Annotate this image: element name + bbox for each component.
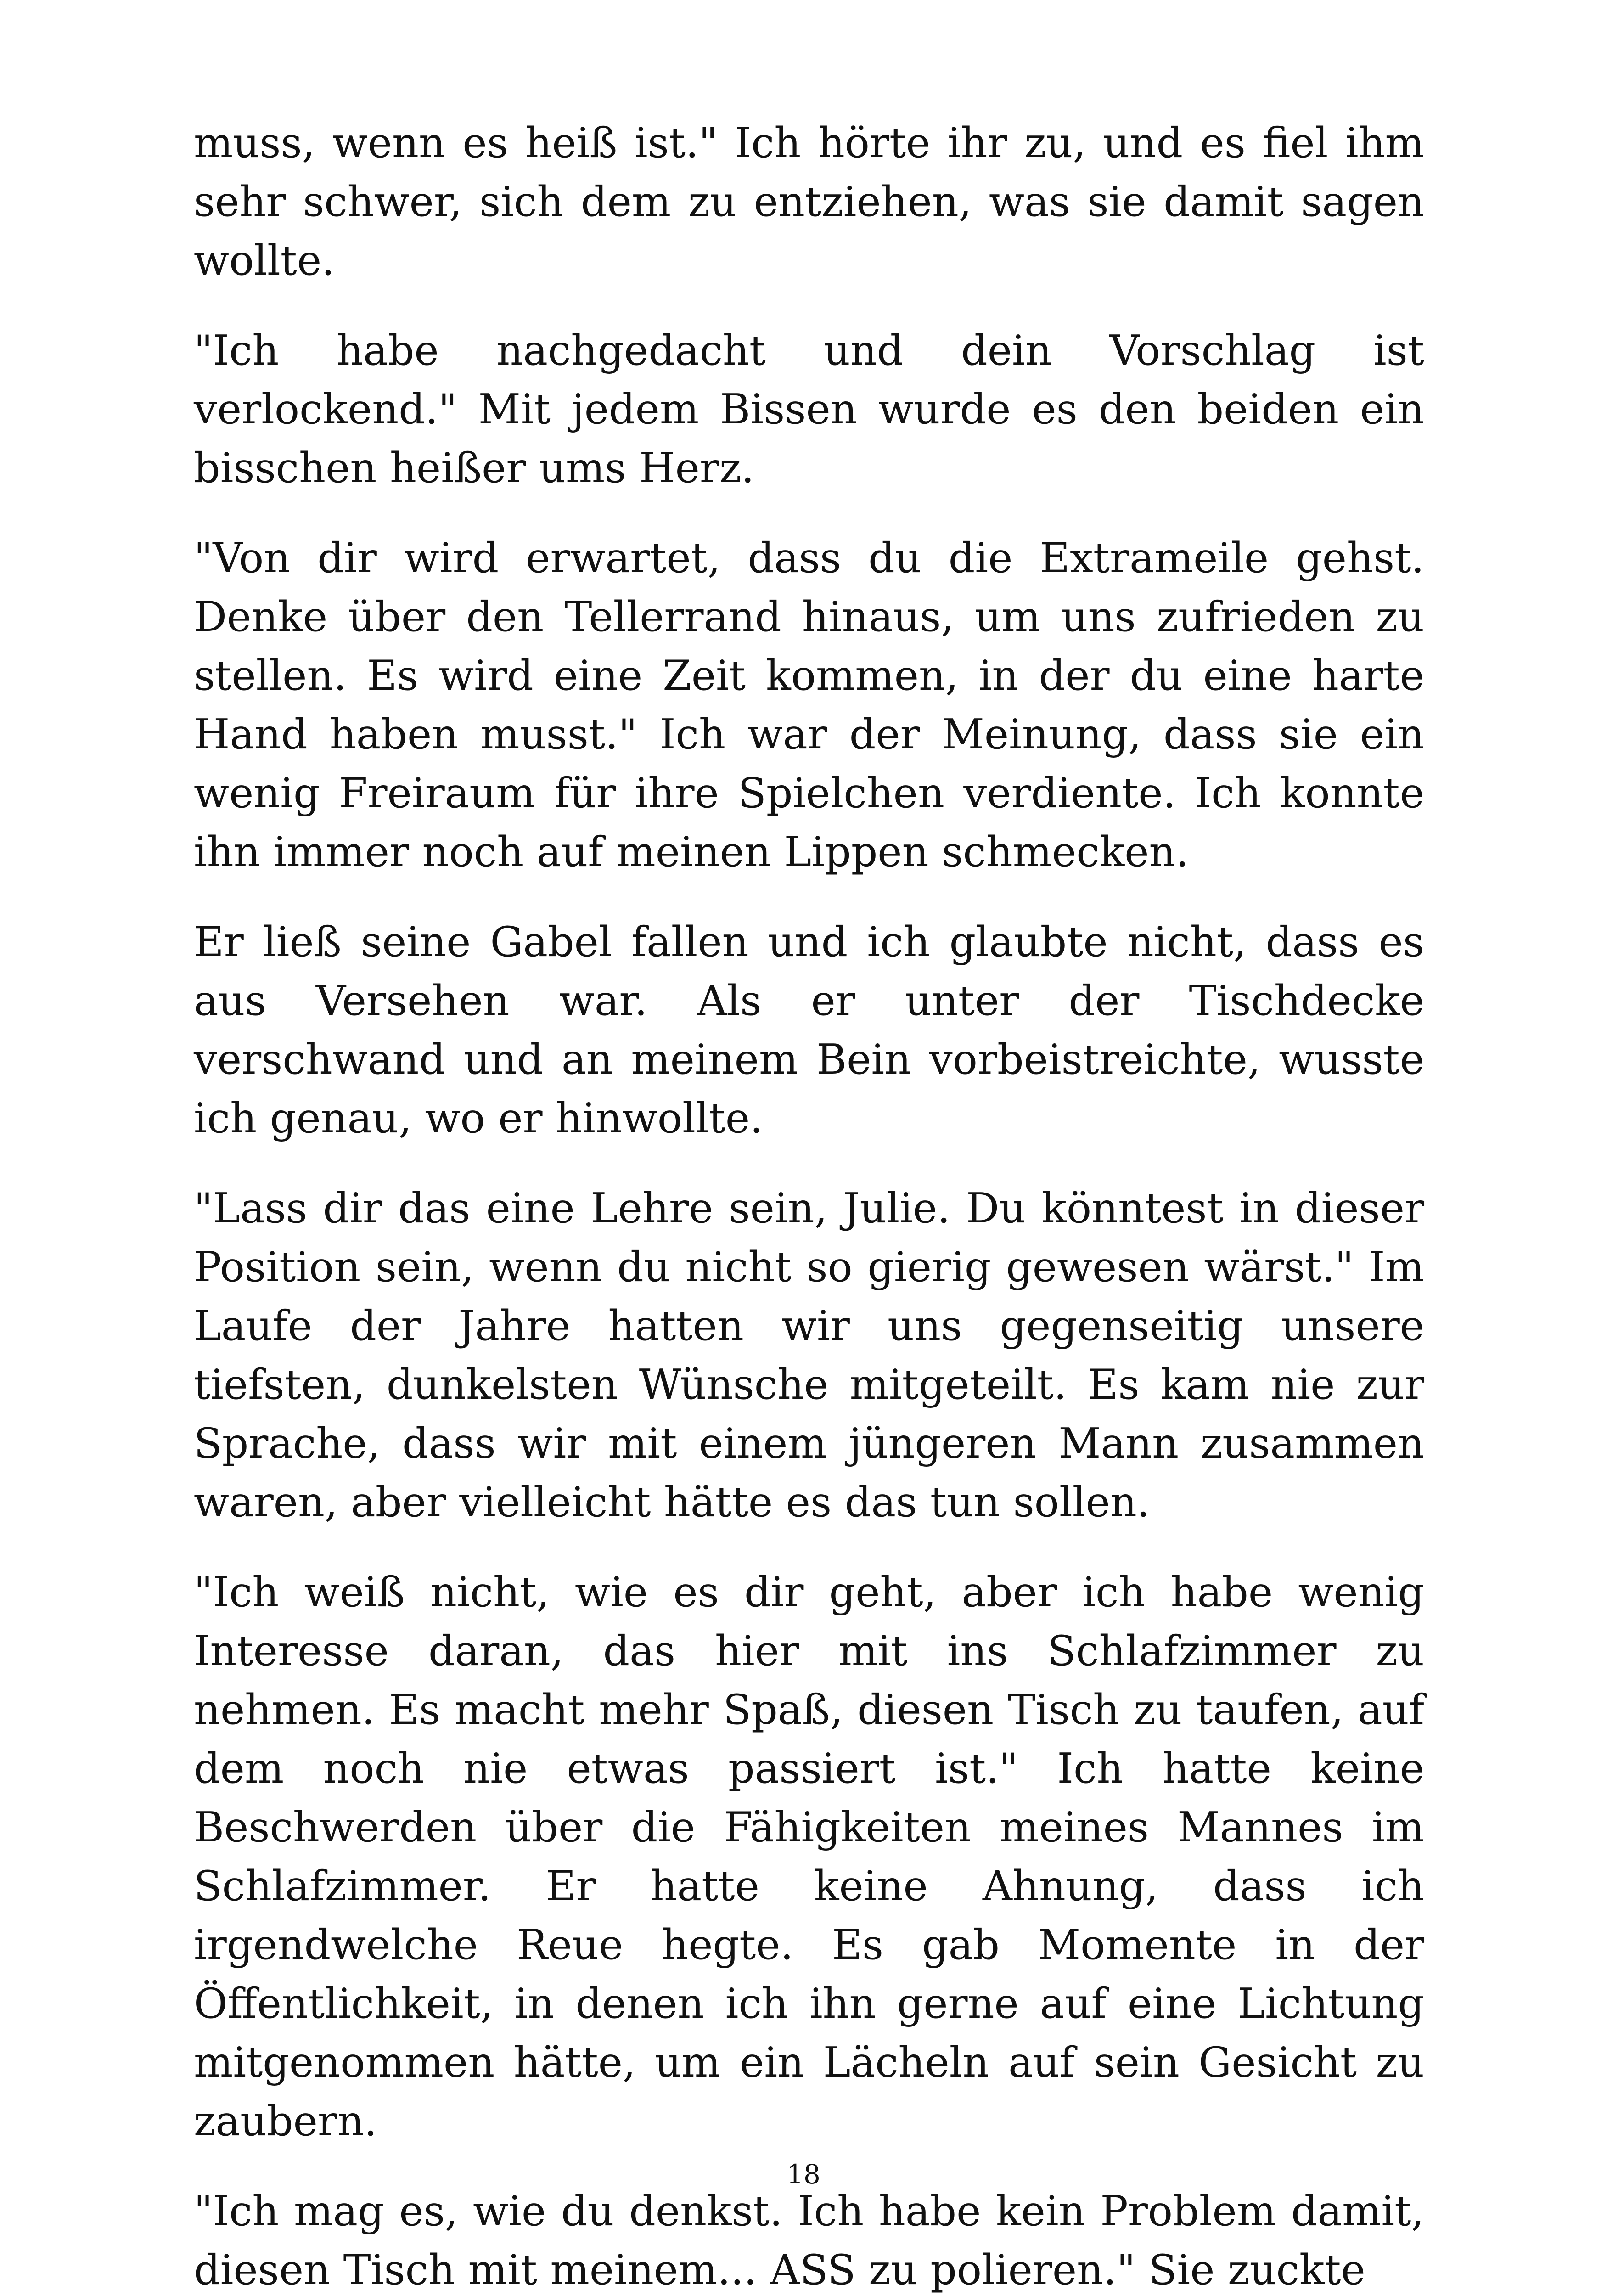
paragraph-6: "Ich weiß nicht, wie es dir geht, aber ich habe wenig Interesse daran, das hier mit ins Schlafzimmer zu nehmen. Es macht mehr Spaß, diesen Tisch zu taufen, auf dem noch nie etwas passiert ist." Ich hatte keine Beschwerden über die Fähigkeiten meines Mannes im Schlafzimmer. Er hatte keine Ahnung, dass ich irgendwelche Reue hegte. Es gab Momente in der Öffentlichkeit, in denen ich ihn gerne auf eine Lichtung mitgenommen hätte, um ein Lächeln auf sein Gesicht zu zaubern. [194, 1568, 1424, 2145]
paragraph-5: "Lass dir das eine Lehre sein, Julie. Du könntest in dieser Position sein, wenn du nicht so gierig gewesen wärst." Im Laufe der Jahre hatten wir uns gegenseitig unsere tiefsten, dunkelsten Wünsche mitgeteilt. Es kam nie zur Sprache, dass wir mit einem jüngeren Mann zusammen waren, aber vielleicht hätte es das tun sollen. [194, 1184, 1424, 1526]
paragraph-4: Er ließ seine Gabel fallen und ich glaubte nicht, dass es aus Versehen war. Als er unter der Tischdecke verschwand und an meinem Bein vorbeistreichte, wusste ich genau, wo er hinwollte. [194, 918, 1424, 1142]
paragraph-1: muss, wenn es heiß ist." Ich hörte ihr zu, und es fiel ihm sehr schwer, sich dem zu entziehen, was sie damit sagen wollte. [194, 119, 1424, 285]
paragraph-7: "Ich mag es, wie du denkst. Ich habe kein Problem damit, diesen Tisch mit meinem... ASS zu polieren." Sie zuckte [194, 2187, 1424, 2294]
page-number: 18 [787, 2159, 820, 2190]
paragraph-2: "Ich habe nachgedacht und dein Vorschlag ist verlockend." Mit jedem Bissen wurde es den beiden ein bisschen heißer ums Herz. [194, 326, 1424, 492]
body-text [194, 114, 1424, 2296]
paragraph-3: "Von dir wird erwartet, dass du die Extrameile gehst. Denke über den Tellerrand hinaus, um uns zufrieden zu stellen. Es wird eine Zeit kommen, in der du eine harte Hand haben musst." Ich war der Meinung, dass sie ein wenig Freiraum für ihre Spielchen verdiente. Ich konnte ihn immer noch auf meinen Lippen schmecken. [194, 534, 1424, 876]
